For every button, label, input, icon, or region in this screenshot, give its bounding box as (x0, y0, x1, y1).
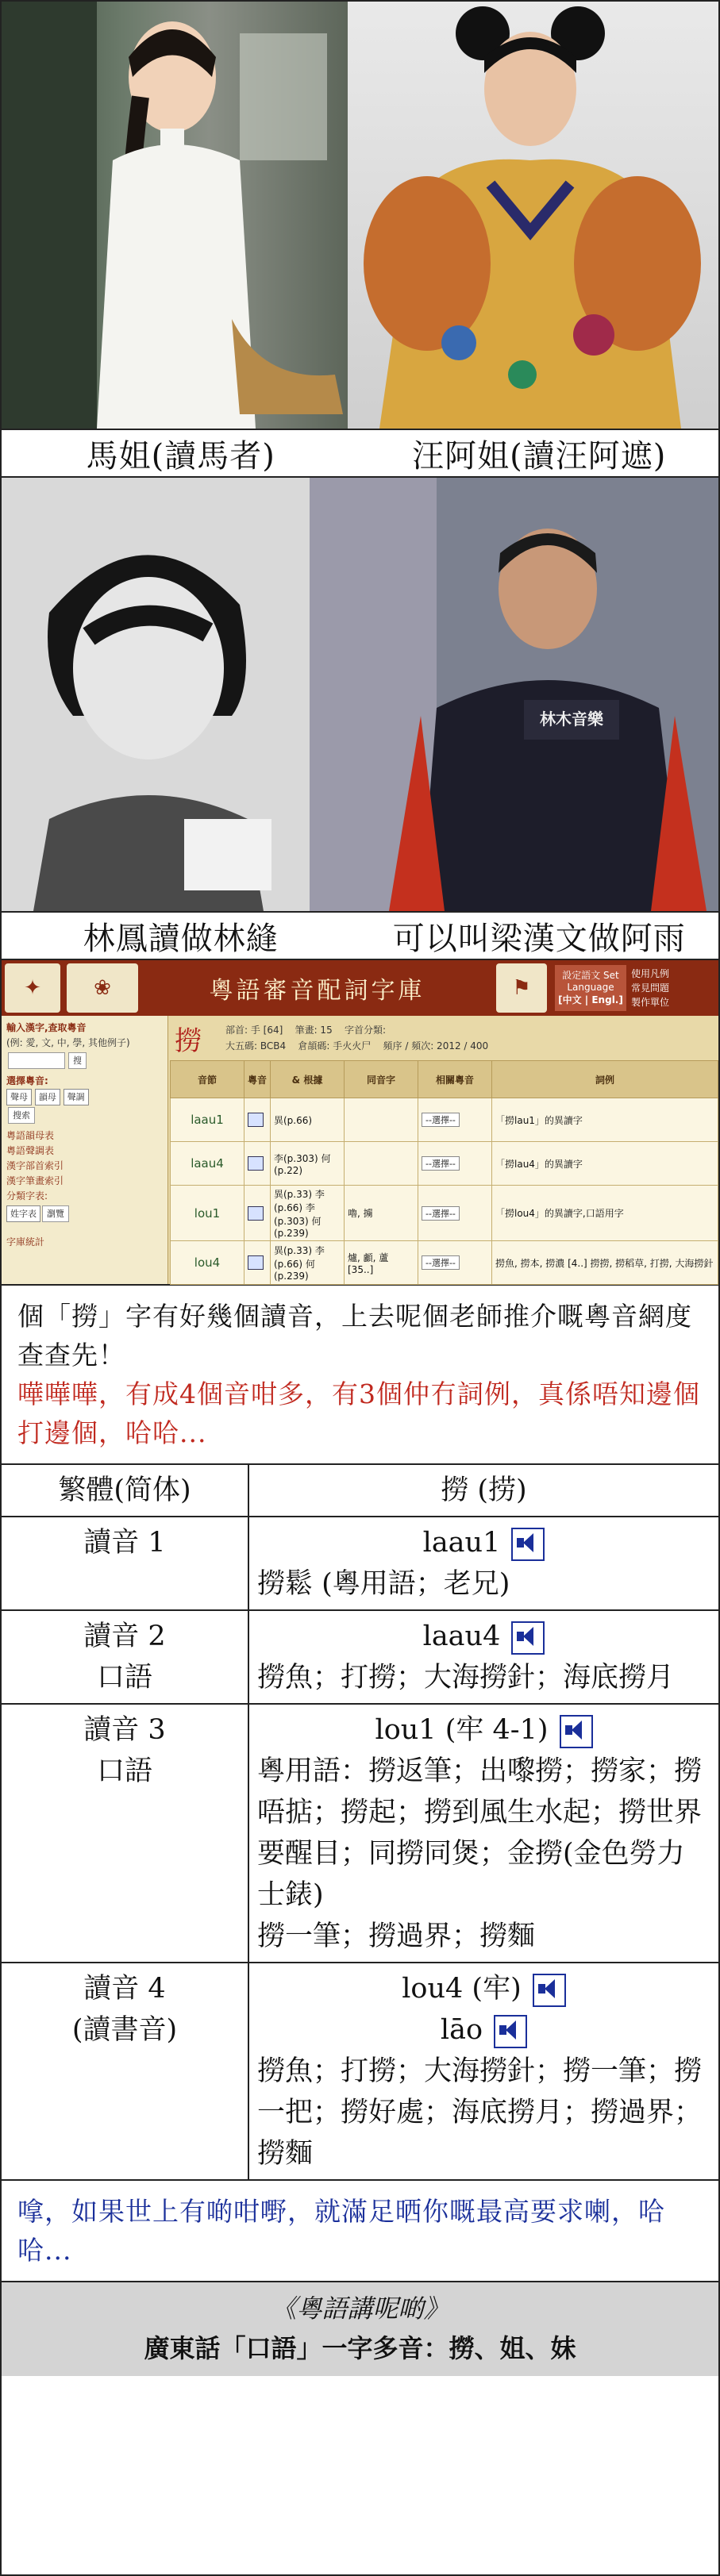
speaker-icon[interactable] (494, 2015, 527, 2048)
intro-text-black: 個「撈」字有好幾個讀音，上去呢個老師推介嘅粵音網度查查先！ (17, 1301, 692, 1371)
site-title: 粵語審音配詞字庫 (209, 977, 425, 1005)
speaker-icon[interactable] (248, 1156, 264, 1171)
speaker-icon[interactable] (248, 1113, 264, 1127)
site-header (2, 960, 718, 1016)
intro-text-red: 嘩嘩嘩，有成4個音咁多，有3個仲冇詞例，真係唔知邊個打邊個，哈哈... (17, 1378, 700, 1448)
pron-row-4 (2, 1963, 718, 2180)
photo-woman-colorful-jacket (348, 2, 718, 429)
row-source: 李(p.303) 何(p.22) (271, 1142, 345, 1186)
header-char-form: 繁體(简体) (2, 1465, 248, 1517)
site-menu (631, 967, 718, 1009)
menu-usage[interactable]: 使用凡例 (631, 968, 670, 979)
photo-woman-white-qipao-image (2, 2, 348, 429)
col-examples: 詞例 (492, 1061, 718, 1098)
info-radical: 部首: 手 [64] (225, 1025, 283, 1036)
photo-leung-hon-man-image (310, 478, 718, 911)
emblem-icon: ⚑ (496, 963, 547, 1013)
caption-lam-fung: 林鳳讀做林縫 (83, 920, 279, 957)
search-button-2[interactable]: 搜索 (8, 1107, 35, 1124)
menu-faq[interactable]: 常見問題 (631, 982, 670, 994)
browse-button[interactable]: 瀏覽 (42, 1205, 69, 1222)
pron-table-header (2, 1465, 718, 1517)
row-syllable[interactable]: lou1 (171, 1186, 244, 1241)
row-homophones: 嚕, 擄 (345, 1186, 418, 1241)
language-switch[interactable] (555, 965, 626, 1011)
results-header-row (171, 1061, 718, 1098)
char-input[interactable] (8, 1052, 65, 1069)
info-cangjie: 倉頡碼: 手火火尸 (298, 1040, 372, 1052)
pron-label: 讀音 2 (83, 1621, 166, 1652)
caption-middle (2, 911, 718, 960)
pron-examples: 撈魚；打撈；大海撈針；海底撈月 (257, 1662, 675, 1694)
link-categories: 分類字表: (6, 1190, 48, 1201)
pron-row-3 (2, 1704, 718, 1963)
info-big5: 大五碼: BCB4 (225, 1040, 287, 1052)
header-char: 撈 (捞) (248, 1465, 718, 1517)
search-button[interactable]: 搜 (68, 1052, 87, 1069)
results-row (171, 1142, 718, 1186)
results-row (171, 1241, 718, 1285)
speaker-icon[interactable] (533, 1974, 566, 2007)
caption-wong-a-jie: 汪阿姐(讀汪阿遮) (412, 437, 667, 475)
tone-select[interactable]: 聲調 (64, 1089, 89, 1105)
pron-examples: 撈鬆 (粵用語；老兄) (257, 1568, 510, 1600)
photo-leung-hon-man (310, 478, 718, 911)
intro-text (2, 1286, 718, 1465)
photo-woman-white-qipao (2, 2, 348, 429)
info-strokes: 筆畫: 15 (295, 1025, 333, 1036)
language-label: 設定語文 Set Language (562, 970, 619, 993)
pron-romanization: lou1 (牢 4-1) (375, 1714, 549, 1746)
shirt-text: 林木音樂 (540, 709, 603, 729)
menu-credits[interactable]: 製作單位 (631, 997, 670, 1008)
footer-subtitle: 廣東話「口語」一字多音：撈、姐、妹 (144, 2333, 576, 2363)
related-select[interactable]: --選擇-- (422, 1113, 460, 1127)
link-finals[interactable]: 粵語韻母表 (6, 1130, 55, 1141)
pron-sub: (讀書音) (71, 2014, 178, 2046)
link-strokes[interactable]: 漢字筆畫索引 (6, 1175, 64, 1186)
speaker-icon[interactable] (511, 1621, 545, 1655)
pron-examples: 粵用語：撈返筆；出嚟撈；撈家；撈唔掂；撈起；撈到風生水起；撈世界要醒目；同撈同煲；金撈(金色勞力士錶) 撈一筆；撈過界；撈麵 (257, 1755, 703, 1952)
pron-label: 讀音 3 (83, 1714, 166, 1746)
col-source: & 根據 (271, 1061, 345, 1098)
pron-romanization: laau1 (422, 1527, 501, 1559)
pron-romanization: lou4 (牢) (402, 1973, 522, 2005)
pron-pinyin: lāo (440, 2014, 483, 2046)
row-source: 異(p.33) 李(p.66) 何(p.239) (271, 1241, 345, 1285)
category-select[interactable]: 姓字表 (6, 1205, 40, 1222)
speaker-icon[interactable] (560, 1715, 593, 1748)
footer (2, 2282, 718, 2376)
row-examples: 「撈lou4」的異讀字,口語用字 (492, 1186, 718, 1241)
middle-photo-row (2, 478, 718, 911)
row-source: 異(p.66) (271, 1098, 345, 1142)
initial-select[interactable]: 聲母 (6, 1089, 32, 1105)
lookup-char: 撈 (175, 1025, 202, 1057)
results-row (171, 1098, 718, 1142)
info-code: 字首分類: (344, 1025, 387, 1036)
link-stats[interactable]: 字庫統計 (6, 1236, 45, 1248)
pron-examples: 撈魚；打撈；大海撈針；撈一筆；撈一把；撈好處；海底撈月；撈過界；撈麵 (257, 2055, 703, 2170)
info-freq: 頻序 / 頻次: 2012 / 400 (383, 1040, 489, 1052)
photo-woman-colorful-jacket-image (348, 2, 718, 429)
input-hint: (例: 愛, 文, 中, 學, 其他例子) (6, 1037, 130, 1048)
caption-leung-hon-man: 可以叫梁漢文做阿雨 (392, 920, 686, 957)
cantonese-dictionary-screenshot (2, 960, 718, 1286)
col-audio: 粵音 (244, 1061, 271, 1098)
pron-label: 讀音 1 (83, 1527, 166, 1559)
row-examples: 「撈lau1」的異讀字 (492, 1098, 718, 1142)
final-select[interactable]: 韻母 (35, 1089, 60, 1105)
results-row (171, 1186, 718, 1241)
closing-text: 嗱，如果世上有啲咁嘢，就滿足晒你嘅最高要求喇，哈哈... (2, 2181, 718, 2282)
pron-row-1 (2, 1517, 718, 1610)
pick-label: 選擇粵音: (6, 1075, 48, 1086)
col-homophones: 同音字 (345, 1061, 418, 1098)
row-homophones (345, 1142, 418, 1186)
top-photo-row (2, 2, 718, 429)
row-homophones (345, 1098, 418, 1142)
cuhk-logo-icon: ✦ (5, 963, 60, 1013)
row-syllable[interactable]: laau4 (171, 1142, 244, 1186)
row-examples: 「撈lau4」的異讀字 (492, 1142, 718, 1186)
site-main (170, 1016, 718, 1284)
sidebar-links (6, 1128, 163, 1204)
link-tones[interactable]: 粵語聲調表 (6, 1145, 55, 1156)
caption-ma-jie: 馬姐(讀馬者) (86, 437, 275, 475)
col-related: 相關粵音 (418, 1061, 492, 1098)
char-info (170, 1016, 718, 1060)
language-options[interactable]: [中文 | Engl.] (558, 994, 623, 1005)
caption-top (2, 429, 718, 478)
pronunciation-table (2, 1465, 718, 2181)
speaker-icon[interactable] (248, 1255, 264, 1270)
pronunciation-results-table (170, 1060, 718, 1285)
speaker-icon[interactable] (248, 1206, 264, 1221)
col-syllable: 音節 (171, 1061, 244, 1098)
row-syllable[interactable]: laau1 (171, 1098, 244, 1142)
pron-romanization: laau4 (422, 1621, 501, 1652)
row-syllable[interactable]: lou4 (171, 1241, 244, 1285)
related-select[interactable]: --選擇-- (422, 1255, 460, 1270)
site-sidebar (2, 1016, 168, 1284)
banner-picture-icon: ❀ (67, 963, 138, 1013)
row-source: 異(p.33) 李(p.66) 李(p.303) 何(p.239) (271, 1186, 345, 1241)
row-examples: 撈魚, 撈本, 撈濃 [4..] 撈撈, 撈稻草, 打撈, 大海撈針 (492, 1241, 718, 1285)
pron-sub: 口語 (96, 1755, 152, 1787)
link-radicals[interactable]: 漢字部首索引 (6, 1160, 64, 1171)
pron-label: 讀音 4 (83, 1973, 166, 2005)
row-homophones: 爐, 顱, 蘆 [35..] (345, 1241, 418, 1285)
pron-sub: 口語 (96, 1662, 152, 1694)
footer-series-title: 《粵語講呢啲》 (271, 2293, 449, 2324)
pron-row-2 (2, 1610, 718, 1704)
photo-lam-fung-bw-image (2, 478, 310, 911)
related-select[interactable]: --選擇-- (422, 1206, 460, 1221)
photo-lam-fung-bw (2, 478, 310, 911)
speaker-icon[interactable] (511, 1528, 545, 1561)
input-label: 輸入漢字,查取粵音 (6, 1022, 87, 1033)
related-select[interactable]: --選擇-- (422, 1156, 460, 1171)
